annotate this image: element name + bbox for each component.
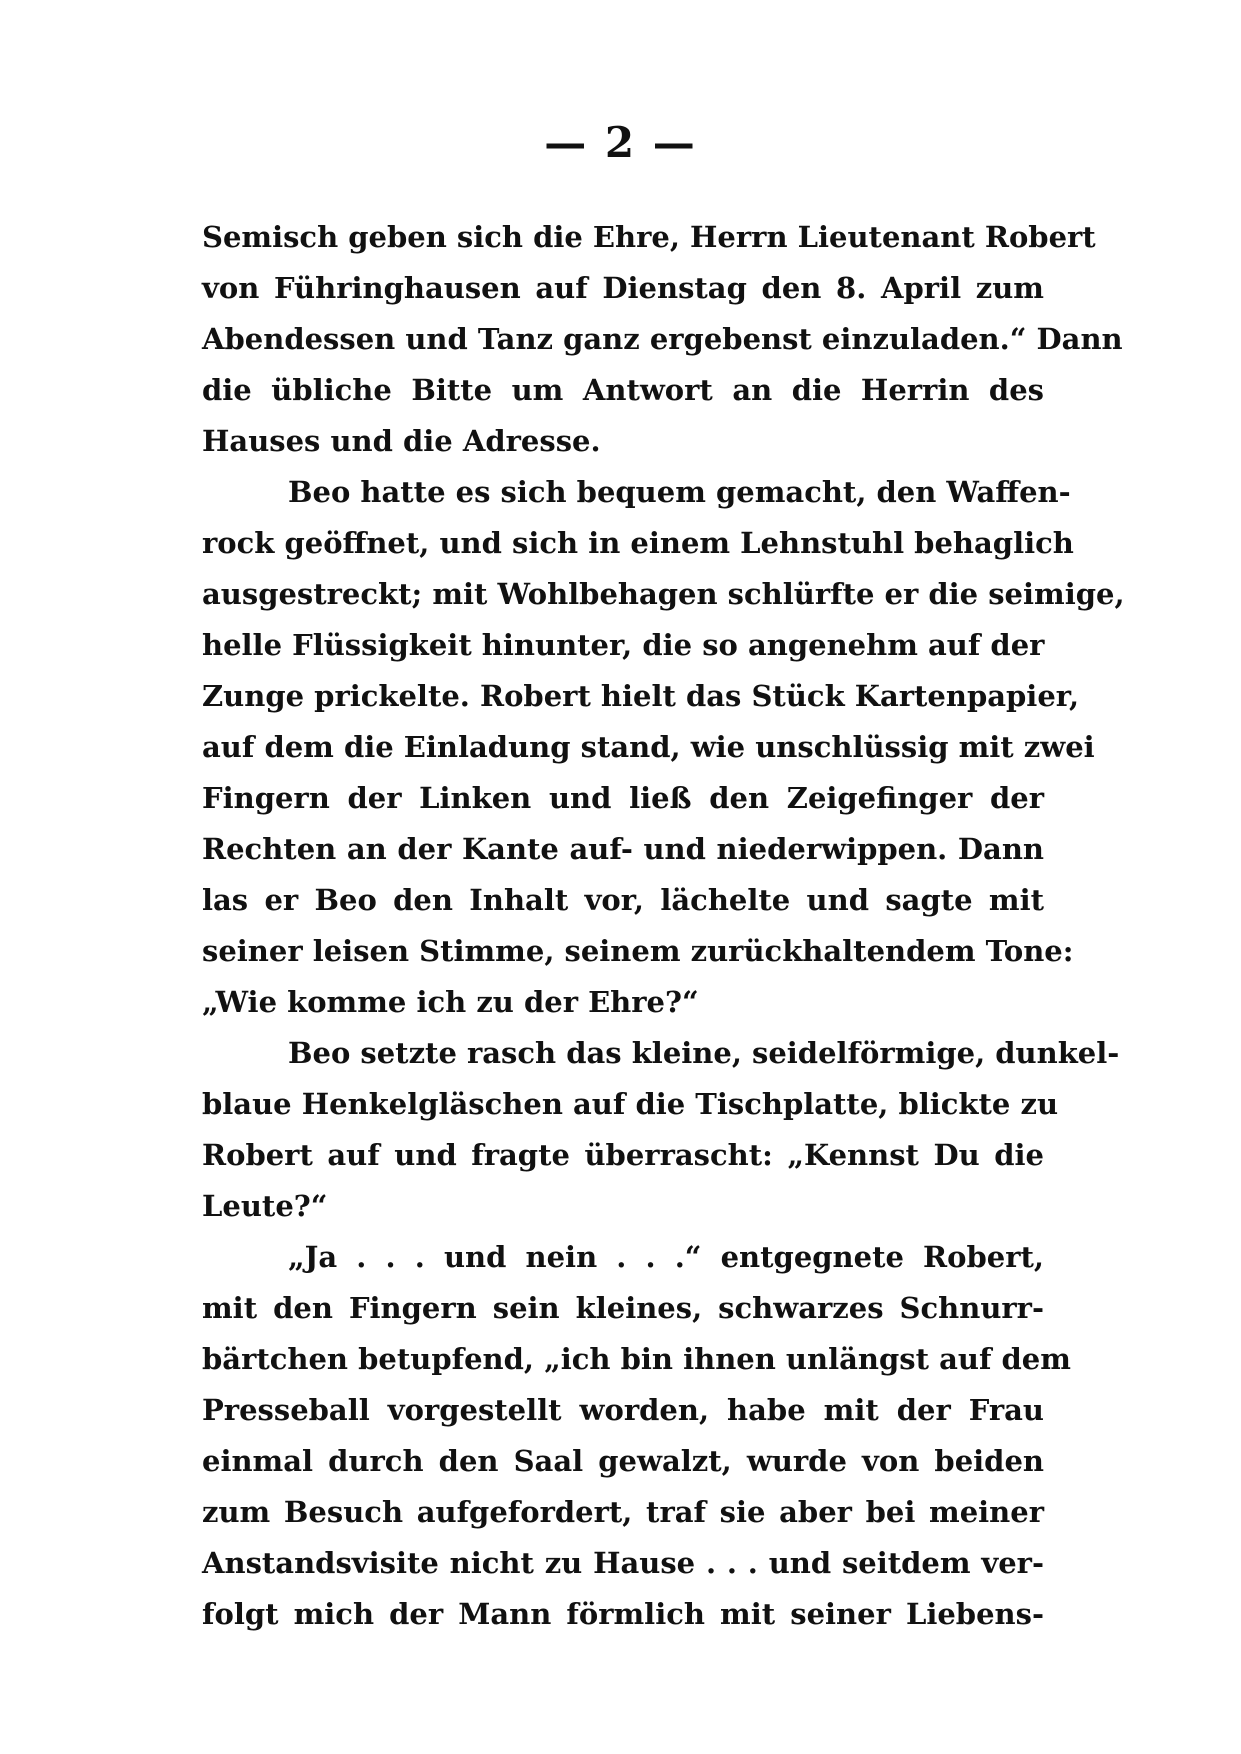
text-line: die übliche Bitte um Antwort an die Herrin des <box>202 373 1044 407</box>
text-line: Leute?“ <box>202 1189 328 1223</box>
text-line: auf dem die Einladung stand, wie unschlüssig mit zwei <box>202 730 1095 764</box>
text-line: Rechten an der Kante auf- und niederwippen. Dann <box>202 832 1044 866</box>
text-line: „Ja . . . und nein . . .“ entgegnete Robert, <box>288 1240 1044 1274</box>
text-line: ausgestreckt; mit Wohlbehagen schlürfte er die seimige, <box>202 577 1125 611</box>
text-line: Presseball vorgestellt worden, habe mit der Frau <box>202 1393 1044 1427</box>
text-line: Robert auf und fragte überrascht: „Kennst Du die <box>202 1138 1044 1172</box>
text-line: Beo hatte es sich bequem gemacht, den Waffen- <box>288 475 1071 509</box>
text-line: zum Besuch aufgefordert, traf sie aber bei meiner <box>202 1495 1044 1529</box>
text-line: Zunge prickelte. Robert hielt das Stück Kartenpapier, <box>202 679 1080 713</box>
text-line: Hauses und die Adresse. <box>202 424 601 458</box>
text-line: Anstandsvisite nicht zu Hause . . . und seitdem ver- <box>202 1546 1044 1580</box>
text-line: blaue Henkelgläschen auf die Tischplatte, blickte zu <box>202 1087 1059 1121</box>
text-line: einmal durch den Saal gewalzt, wurde von beiden <box>202 1444 1044 1478</box>
body-text <box>202 212 1125 1640</box>
text-line: las er Beo den Inhalt vor, lächelte und sagte mit <box>202 883 1044 917</box>
text-line: Fingern der Linken und ließ den Zeigefinger der <box>202 781 1044 815</box>
text-line: Semisch geben sich die Ehre, Herrn Lieutenant Robert <box>202 220 1096 254</box>
text-line: bärtchen betupfend, „ich bin ihnen unlängst auf dem <box>202 1342 1071 1376</box>
text-line: folgt mich der Mann förmlich mit seiner Liebens- <box>202 1597 1044 1631</box>
text-line: helle Flüssigkeit hinunter, die so angenehm auf der <box>202 628 1045 662</box>
text-line: Abendessen und Tanz ganz ergebenst einzuladen.“ Dann <box>202 322 1123 356</box>
text-line: von Führinghausen auf Dienstag den 8. April zum <box>202 271 1044 305</box>
text-line: Beo setzte rasch das kleine, seidelförmige, dunkel- <box>288 1036 1120 1070</box>
page-number: — 2 — <box>544 118 697 167</box>
text-line: seiner leisen Stimme, seinem zurückhaltendem Tone: <box>202 934 1074 968</box>
text-line: rock geöffnet, und sich in einem Lehnstuhl behaglich <box>202 526 1074 560</box>
text-line: „Wie komme ich zu der Ehre?“ <box>202 985 699 1019</box>
text-line: mit den Fingern sein kleines, schwarzes Schnurr- <box>202 1291 1044 1325</box>
